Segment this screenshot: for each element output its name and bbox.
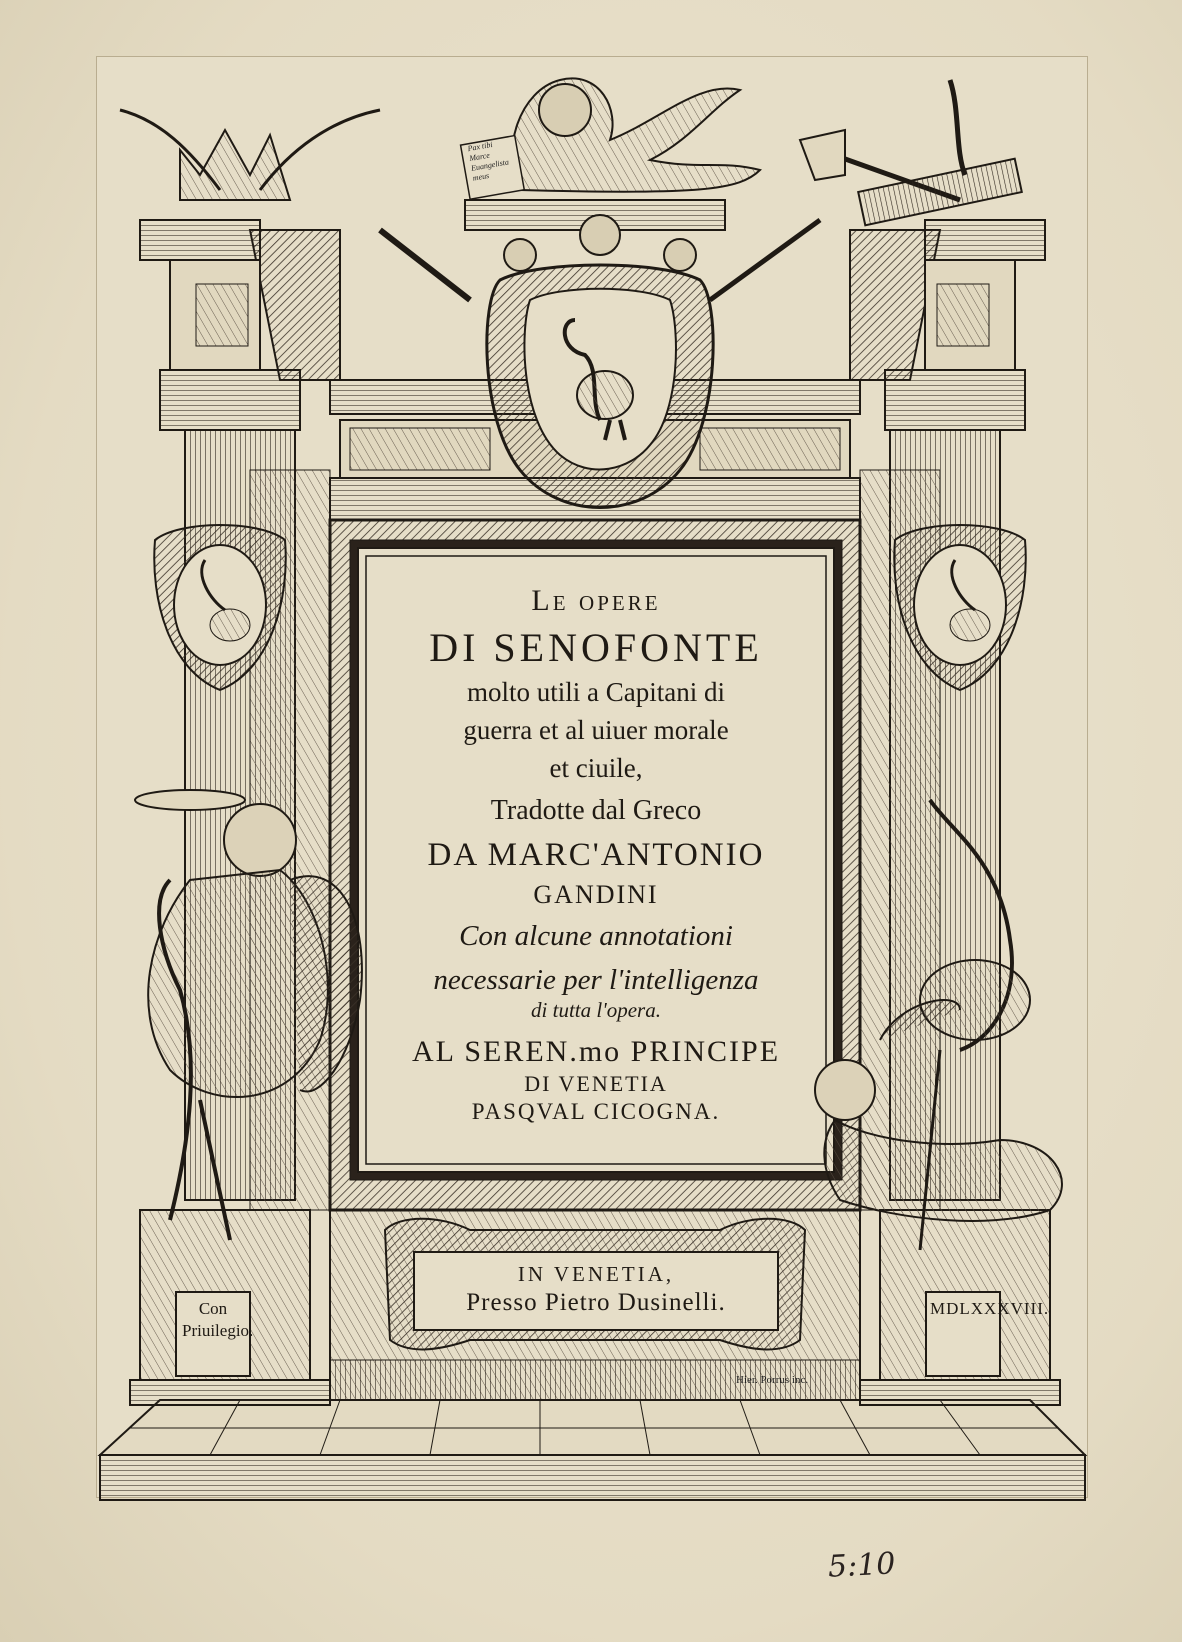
title-annotations-1: Con alcune annotationi [459,920,733,952]
title-author: DI SENOFONTE [429,625,763,670]
axe-and-fasces [800,80,1022,225]
tiled-floor [100,1400,1085,1500]
title-translator-surname: GANDINI [533,880,659,909]
dedication-3: PASQVAL CICOGNA. [471,1099,721,1124]
engraver-signature: Hier. Porrus inc. [736,1374,809,1386]
imprint-text [420,1262,772,1317]
title-line-1: Le opere [531,584,661,617]
handwritten-note: 5:10 [827,1546,897,1585]
title-annotations-3: di tutta l'opera. [531,998,661,1022]
title-subtitle-3: et ciuile, [549,753,643,783]
title-block [374,562,818,1162]
dedication-2: DI VENETIA [524,1071,668,1096]
privilege-label: Con Priuilegio. [182,1299,254,1340]
lion-book-inscription: Pax tibi Marce Euangelista meus [466,139,510,183]
left-column [130,220,330,1405]
date-label: MDLXXXVIII. [930,1299,1050,1318]
imprint-printer: Presso Pietro Dusinelli. [466,1289,726,1316]
dedication-1: AL SEREN.mo PRINCIPE [411,1035,781,1068]
right-column [860,220,1060,1405]
title-subtitle-2: guerra et al uiuer morale [463,715,729,745]
title-subtitle-1: molto utili a Capitani di [467,677,725,707]
crown-with-laurel [120,110,380,200]
title-translated: Tradotte dal Greco [490,795,702,826]
title-translator: DA MARC'ANTONIO [427,837,765,873]
imprint-place: IN VENETIA, [517,1262,675,1286]
title-annotations-2: necessarie per l'intelligenza [433,964,759,996]
